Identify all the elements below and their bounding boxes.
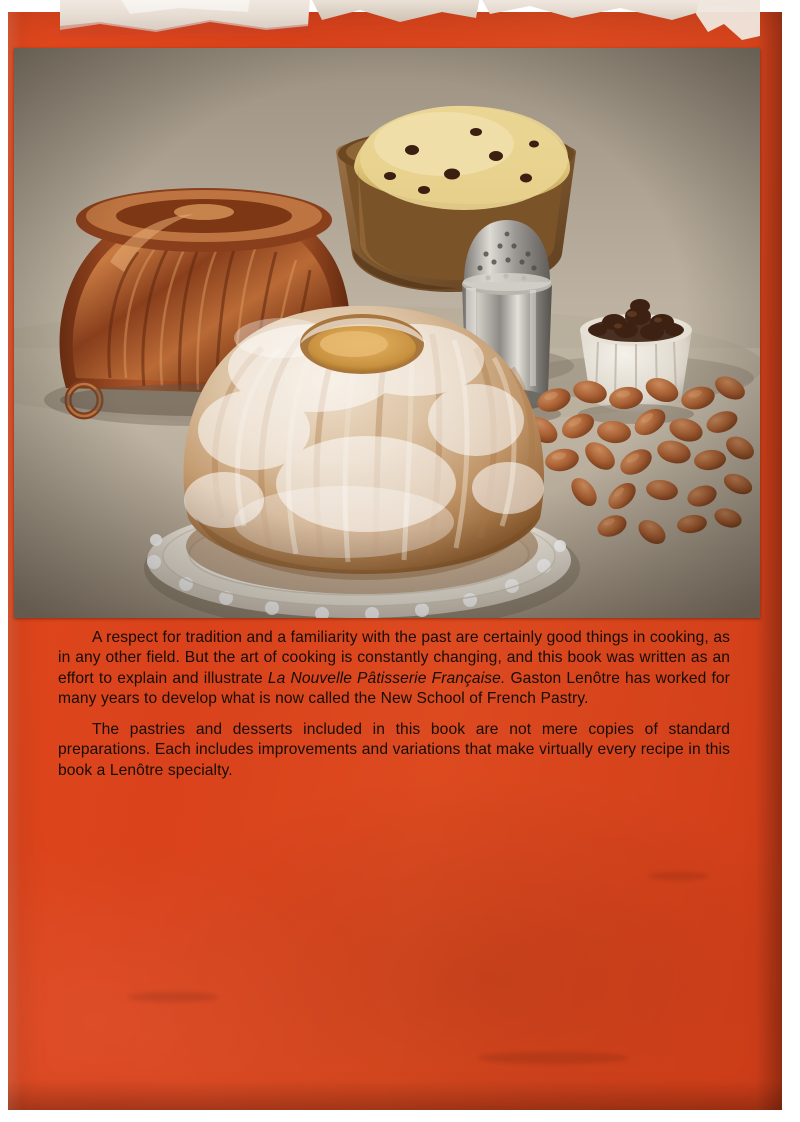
cover-bottom-shadow — [8, 1080, 782, 1110]
cover-photograph — [14, 48, 760, 618]
torn-tape-top-edge — [60, 0, 760, 48]
blurb-paragraph-1 — [58, 628, 730, 709]
cover-scuff — [128, 992, 218, 1002]
blurb-p1-part1: A respect for tradition and a familiarity with the past are certainly good things in cooking, as in any other field. But the art of cooking is constantly changing, and this book was written as an effort to explain and illustrate — [58, 629, 730, 687]
blurb-p1-part2: Gaston Lenôtre has worked for many years to develop what is now called the New School of French Pastry. — [58, 669, 730, 707]
back-cover-blurb — [58, 628, 730, 781]
cover-scuff — [478, 1052, 628, 1064]
blurb-paragraph-2: The pastries and desserts included in this book are not mere copies of standard preparations. Each includes improvements and variations that make virtually every recipe in this book a Lenôtre specialty. — [58, 721, 730, 779]
cover-scuff — [648, 872, 708, 880]
still-life-illustration — [14, 48, 760, 618]
blurb-p1-italic-title: La Nouvelle Pâtisserie Française. — [267, 669, 506, 687]
